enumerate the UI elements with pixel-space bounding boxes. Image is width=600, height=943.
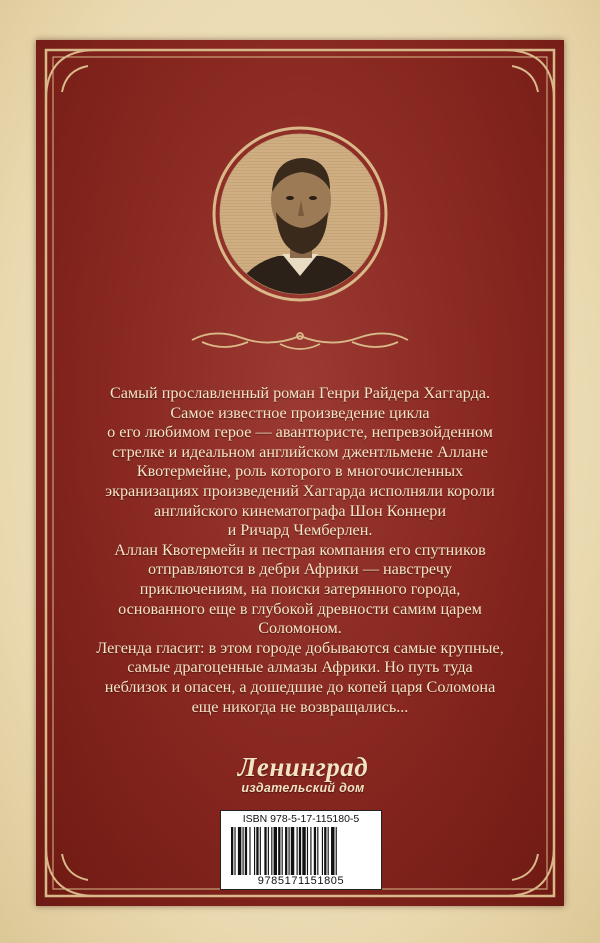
book-description <box>70 384 530 717</box>
ean-number: 9785171151805 <box>257 875 345 887</box>
publisher-name: Ленинград <box>237 752 369 782</box>
barcode-bars <box>229 827 373 875</box>
ornamental-divider <box>184 324 416 354</box>
barcode <box>220 810 382 890</box>
publisher-logo <box>218 754 388 795</box>
publisher-subtitle: издательский дом <box>241 781 365 795</box>
author-portrait <box>218 116 382 312</box>
description-paragraph-3: Легенда гласит: в этом городе добываются самые крупные, самые драгоценные алмазы Африки. Но путь туда неблизок и опасен, а дошедшие до копей царя Соломона еще никогда не возвращались... <box>96 638 504 716</box>
isbn-label: ISBN 978-5-17-115180-5 <box>242 813 360 825</box>
description-paragraph-1: Самый прославленный роман Генри Райдера Хаггарда. Самое известное произведение цикла о его любимом герое — авантюристе, непревзойденном стрелке и идеальном английском джентльмене Аллане Квотермейне, роль которого в многочисленных экранизациях произведений Хаггарда исполняли короли английского кинематографа Шон Коннери и Ричард Чемберлен. <box>105 384 495 540</box>
description-paragraph-2: Аллан Квотермейн и пестрая компания его спутников отправляются в дебри Африки — навстречу приключениям, на поиски затерянного города, основанного еще в глубокой древности самим царем Соломоном. <box>114 540 486 638</box>
